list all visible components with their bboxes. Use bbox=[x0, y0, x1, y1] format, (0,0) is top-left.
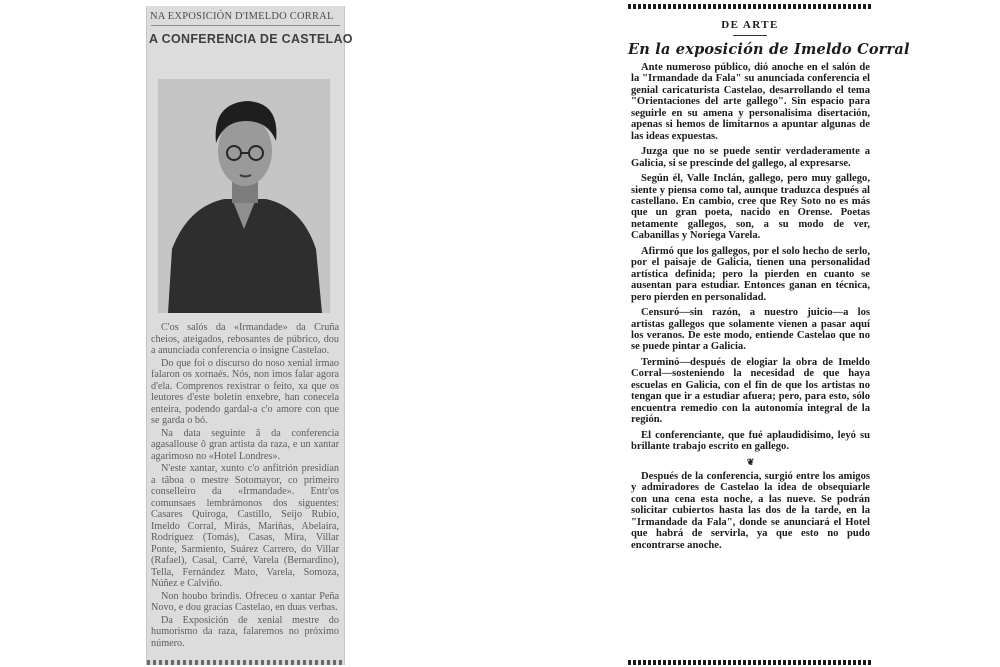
paragraph: Na data seguinte â da conferencia agasallouse ô gran artista da raza, e un xantar agarimoso no «Hotel Londres». bbox=[151, 427, 339, 462]
paragraph: Juzga que no se puede sentir verdaderamente a Galicia, si se prescinde del gallego, al expresarse. bbox=[631, 146, 870, 169]
clipping-headline: A CONFERENCIA DE CASTELAO bbox=[149, 32, 353, 46]
paragraph: El conferenciante, que fué aplaudidisimo, leyó su brillante trabajo escrito en gallego. bbox=[631, 429, 870, 453]
paragraph: Según él, Valle Inclán, gallego, pero muy gallego, siente y piensa como tal, aunque traduzca después al castellano. En cambio, cree que Rey Soto no es más que un gran poeta, nacido en Orense. Poetas netamente gallegos, son, a su modo de ver, Cabanillas y Noriega Varela. bbox=[631, 173, 870, 242]
paragraph: Censuró—sin razón, a nuestro juicio—a los artistas gallegos que solamente vienen a pasar aquí los veranos. De este modo, entiende Castelao que no se puede pintar a Galicia. bbox=[631, 307, 870, 353]
clipping-header: NA EXPOSICIÓN D'IMELDO CORRAL bbox=[150, 11, 334, 22]
portrait-photo bbox=[158, 79, 330, 313]
paragraph: C'os salós da «Irmandade» da Cruña cheios, ateigados, rebosantes de púbrico, dou a anunciada conferencia o insigne Castelao. bbox=[151, 322, 339, 356]
portrait-illustration bbox=[158, 79, 330, 313]
right-newspaper-clipping bbox=[628, 4, 910, 665]
paragraph: Do que foi o discurso do noso xenial irmao falaron os xornaés. Nós, non imos falar agora d'ela. Comprenos rexistrar o feito, xa que os leutores d'este boletín enxebre, han conecela enteira, podendo gardal-a c'o amore con que se garda o bó. bbox=[151, 357, 339, 426]
article-title: En la exposición de Imeldo Corral bbox=[628, 41, 910, 58]
paragraph: Después de la conferencia, surgió entre los amigos y admiradores de Castelao la idea de obsequiarle con una cena esta noche, a las nueve. Se podrán solicitar cubiertos hasta las dos de la tarde, en la "Irmandade da Fala", donde se anunciará el Hotel que habrá de servirla, ya que esto no pudo encontrarse anoche. bbox=[631, 470, 870, 551]
left-newspaper-clipping bbox=[146, 6, 353, 665]
bottom-border bbox=[628, 660, 872, 665]
article-body bbox=[628, 62, 872, 551]
header-rule bbox=[151, 25, 340, 26]
section-heading: DE ARTE bbox=[721, 19, 779, 31]
paragraph: N'este xantar, xunto c'o anfitrión presidían a tâboa o mestre Sotomayor, co primeiro conselleiro da «Irmandade». Entr'os comunsaes lembrámonos dos siguentes: Casares Quiroga, Castillo, Seijo Rubio, Imeldo Corral, Mirás, Mariñas, Abelaira, Rodríguez (Tomás), Casas, Mira, Villar Ponte, Sarmiento, Suárez Carrero, do Villar (Rafael), Casal, Carré, Varela (Bernardino), Tella, Fernández Mato, Varela, Somoza, Núñez e Calviño. bbox=[151, 463, 339, 589]
section-rule bbox=[733, 35, 767, 36]
ornament-icon: ❦ bbox=[746, 456, 755, 467]
bottom-border bbox=[147, 660, 344, 665]
top-border bbox=[628, 4, 872, 9]
paragraph: Da Exposición de xenial mestre do humorismo da raza, falaremos no próximo número. bbox=[151, 614, 339, 649]
paragraph: Terminó—después de elogiar la obra de Imeldo Corral—sosteniendo la necesidad de que haya escuelas en Galicia, con el fin de que los artistas no tengan que ir a estudiar afuera; pero, para esto, sólo encuentra remedio con la autonomía integral de la región. bbox=[631, 356, 870, 426]
clipping-body bbox=[151, 322, 339, 650]
paragraph: Ante numeroso público, dió anoche en el salón de la "Irmandade da Fala" su anunciada conferencia el genial caricaturista Castelao, desarrollando el tema "Orientaciones del arte gallego". Sin espacio para seguirle en su amena y personalisima disertación, apenas si hemos de limitarnos a apuntar algunas de las ideas expuestas. bbox=[631, 62, 870, 142]
paragraph: Afirmó que los gallegos, por el solo hecho de serlo, por el paisaje de Galicia, tienen una personalidad artística definida; pero la pierden en cuanto se ausentan para estudiar. Entonces ganan en técnica, pero pierden en personalidad. bbox=[631, 245, 870, 303]
paragraph: Non houbo brindis. Ofreceu o xantar Peña Novo, e dou gracias Castelao, en duas verbas. bbox=[151, 590, 339, 613]
